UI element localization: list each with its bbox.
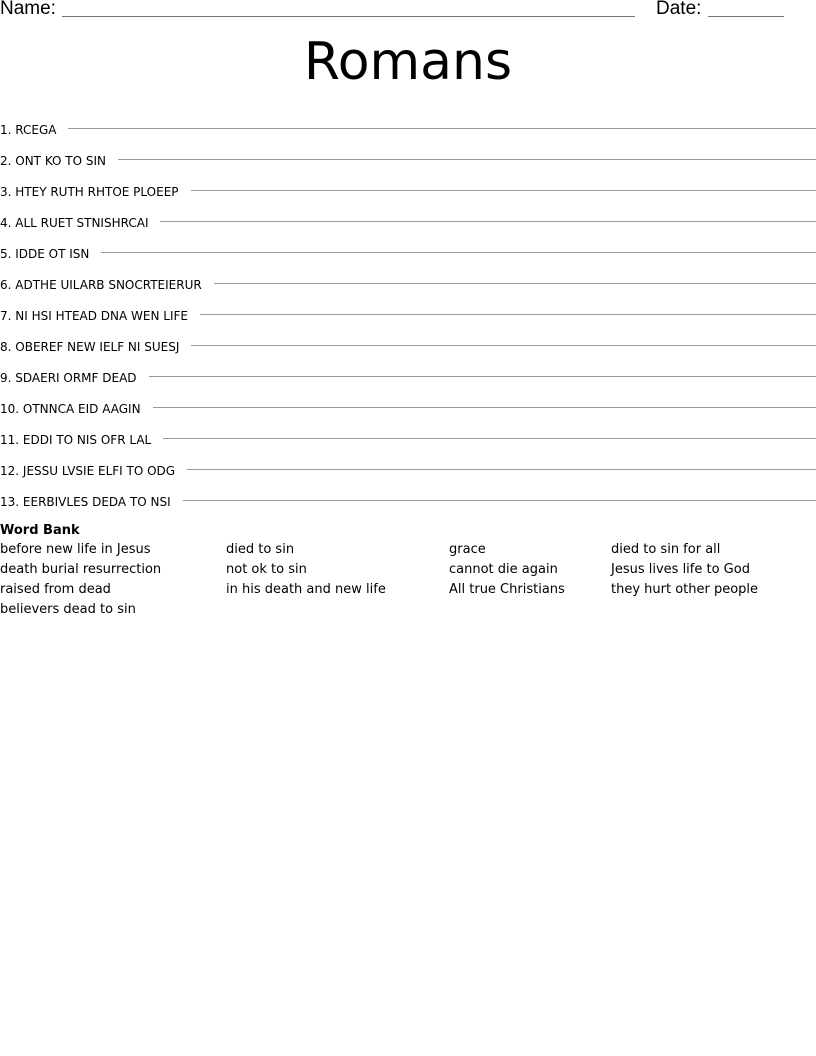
word-bank-word: cannot die again xyxy=(449,562,558,577)
scrambled-clue: 13. EERBIVLES DEDA TO NSI xyxy=(0,495,171,509)
scrambled-clue: 7. NI HSI HTEAD DNA WEN LIFE xyxy=(0,309,188,323)
scrambled-clue: 1. RCEGA xyxy=(0,123,57,137)
scrambled-clue: 4. ALL RUET STNISHRCAI xyxy=(0,216,149,230)
list-item xyxy=(0,453,816,484)
scrambled-clue: 5. IDDE OT ISN xyxy=(0,247,90,261)
word-bank-word: believers dead to sin xyxy=(0,602,136,617)
word-bank-word: not ok to sin xyxy=(226,562,307,577)
answer-line[interactable] xyxy=(68,128,816,129)
answer-line[interactable] xyxy=(149,376,816,377)
answer-line[interactable] xyxy=(191,345,816,346)
date-label: Date: xyxy=(656,0,702,19)
scrambled-clue: 10. OTNNCA EID AAGIN xyxy=(0,402,141,416)
word-bank-word: died to sin for all xyxy=(611,542,721,557)
page-title: Romans xyxy=(303,32,513,92)
word-bank-word: in his death and new life xyxy=(226,582,386,597)
list-item xyxy=(0,360,816,391)
word-bank-grid xyxy=(0,540,816,620)
word-bank-word: All true Christians xyxy=(449,582,565,597)
word-bank-word: raised from dead xyxy=(0,582,111,597)
answer-line[interactable] xyxy=(214,283,816,284)
word-bank xyxy=(0,522,816,620)
list-item xyxy=(0,298,816,329)
word-bank-title: Word Bank xyxy=(0,523,80,538)
word-bank-word: Jesus lives life to God xyxy=(611,562,750,577)
answer-line[interactable] xyxy=(191,190,816,191)
name-field-line[interactable] xyxy=(62,16,635,17)
list-item xyxy=(0,391,816,422)
worksheet-header xyxy=(0,0,816,24)
answer-line[interactable] xyxy=(187,469,816,470)
scrambled-clue: 2. ONT KO TO SIN xyxy=(0,154,107,168)
word-bank-word: death burial resurrection xyxy=(0,562,162,577)
scrambled-clue: 6. ADTHE UILARB SNOCRTEIERUR xyxy=(0,278,202,292)
list-item xyxy=(0,267,816,298)
list-item xyxy=(0,422,816,453)
word-bank-word: grace xyxy=(449,542,486,557)
answer-line[interactable] xyxy=(160,221,816,222)
scrambled-clue: 12. JESSU LVSIE ELFI TO ODG xyxy=(0,464,176,478)
list-item xyxy=(0,174,816,205)
list-item xyxy=(0,484,816,515)
answer-line[interactable] xyxy=(101,252,816,253)
answer-line[interactable] xyxy=(153,407,816,408)
date-field-line[interactable] xyxy=(708,16,784,17)
scrambled-clue: 11. EDDI TO NIS OFR LAL xyxy=(0,433,152,447)
word-bank-word: before new life in Jesus xyxy=(0,542,151,557)
scramble-list xyxy=(0,112,816,515)
word-bank-word: they hurt other people xyxy=(611,582,759,597)
list-item xyxy=(0,143,816,174)
answer-line[interactable] xyxy=(183,500,816,501)
answer-line[interactable] xyxy=(200,314,816,315)
list-item xyxy=(0,112,816,143)
scrambled-clue: 9. SDAERI ORMF DEAD xyxy=(0,371,137,385)
word-bank-word: died to sin xyxy=(226,542,295,557)
scrambled-clue: 8. OBEREF NEW IELF NI SUESJ xyxy=(0,340,180,354)
answer-line[interactable] xyxy=(118,159,816,160)
name-label: Name: xyxy=(0,0,56,19)
scrambled-clue: 3. HTEY RUTH RHTOE PLOEEP xyxy=(0,185,179,199)
list-item xyxy=(0,236,816,267)
list-item xyxy=(0,205,816,236)
answer-line[interactable] xyxy=(163,438,816,439)
list-item xyxy=(0,329,816,360)
